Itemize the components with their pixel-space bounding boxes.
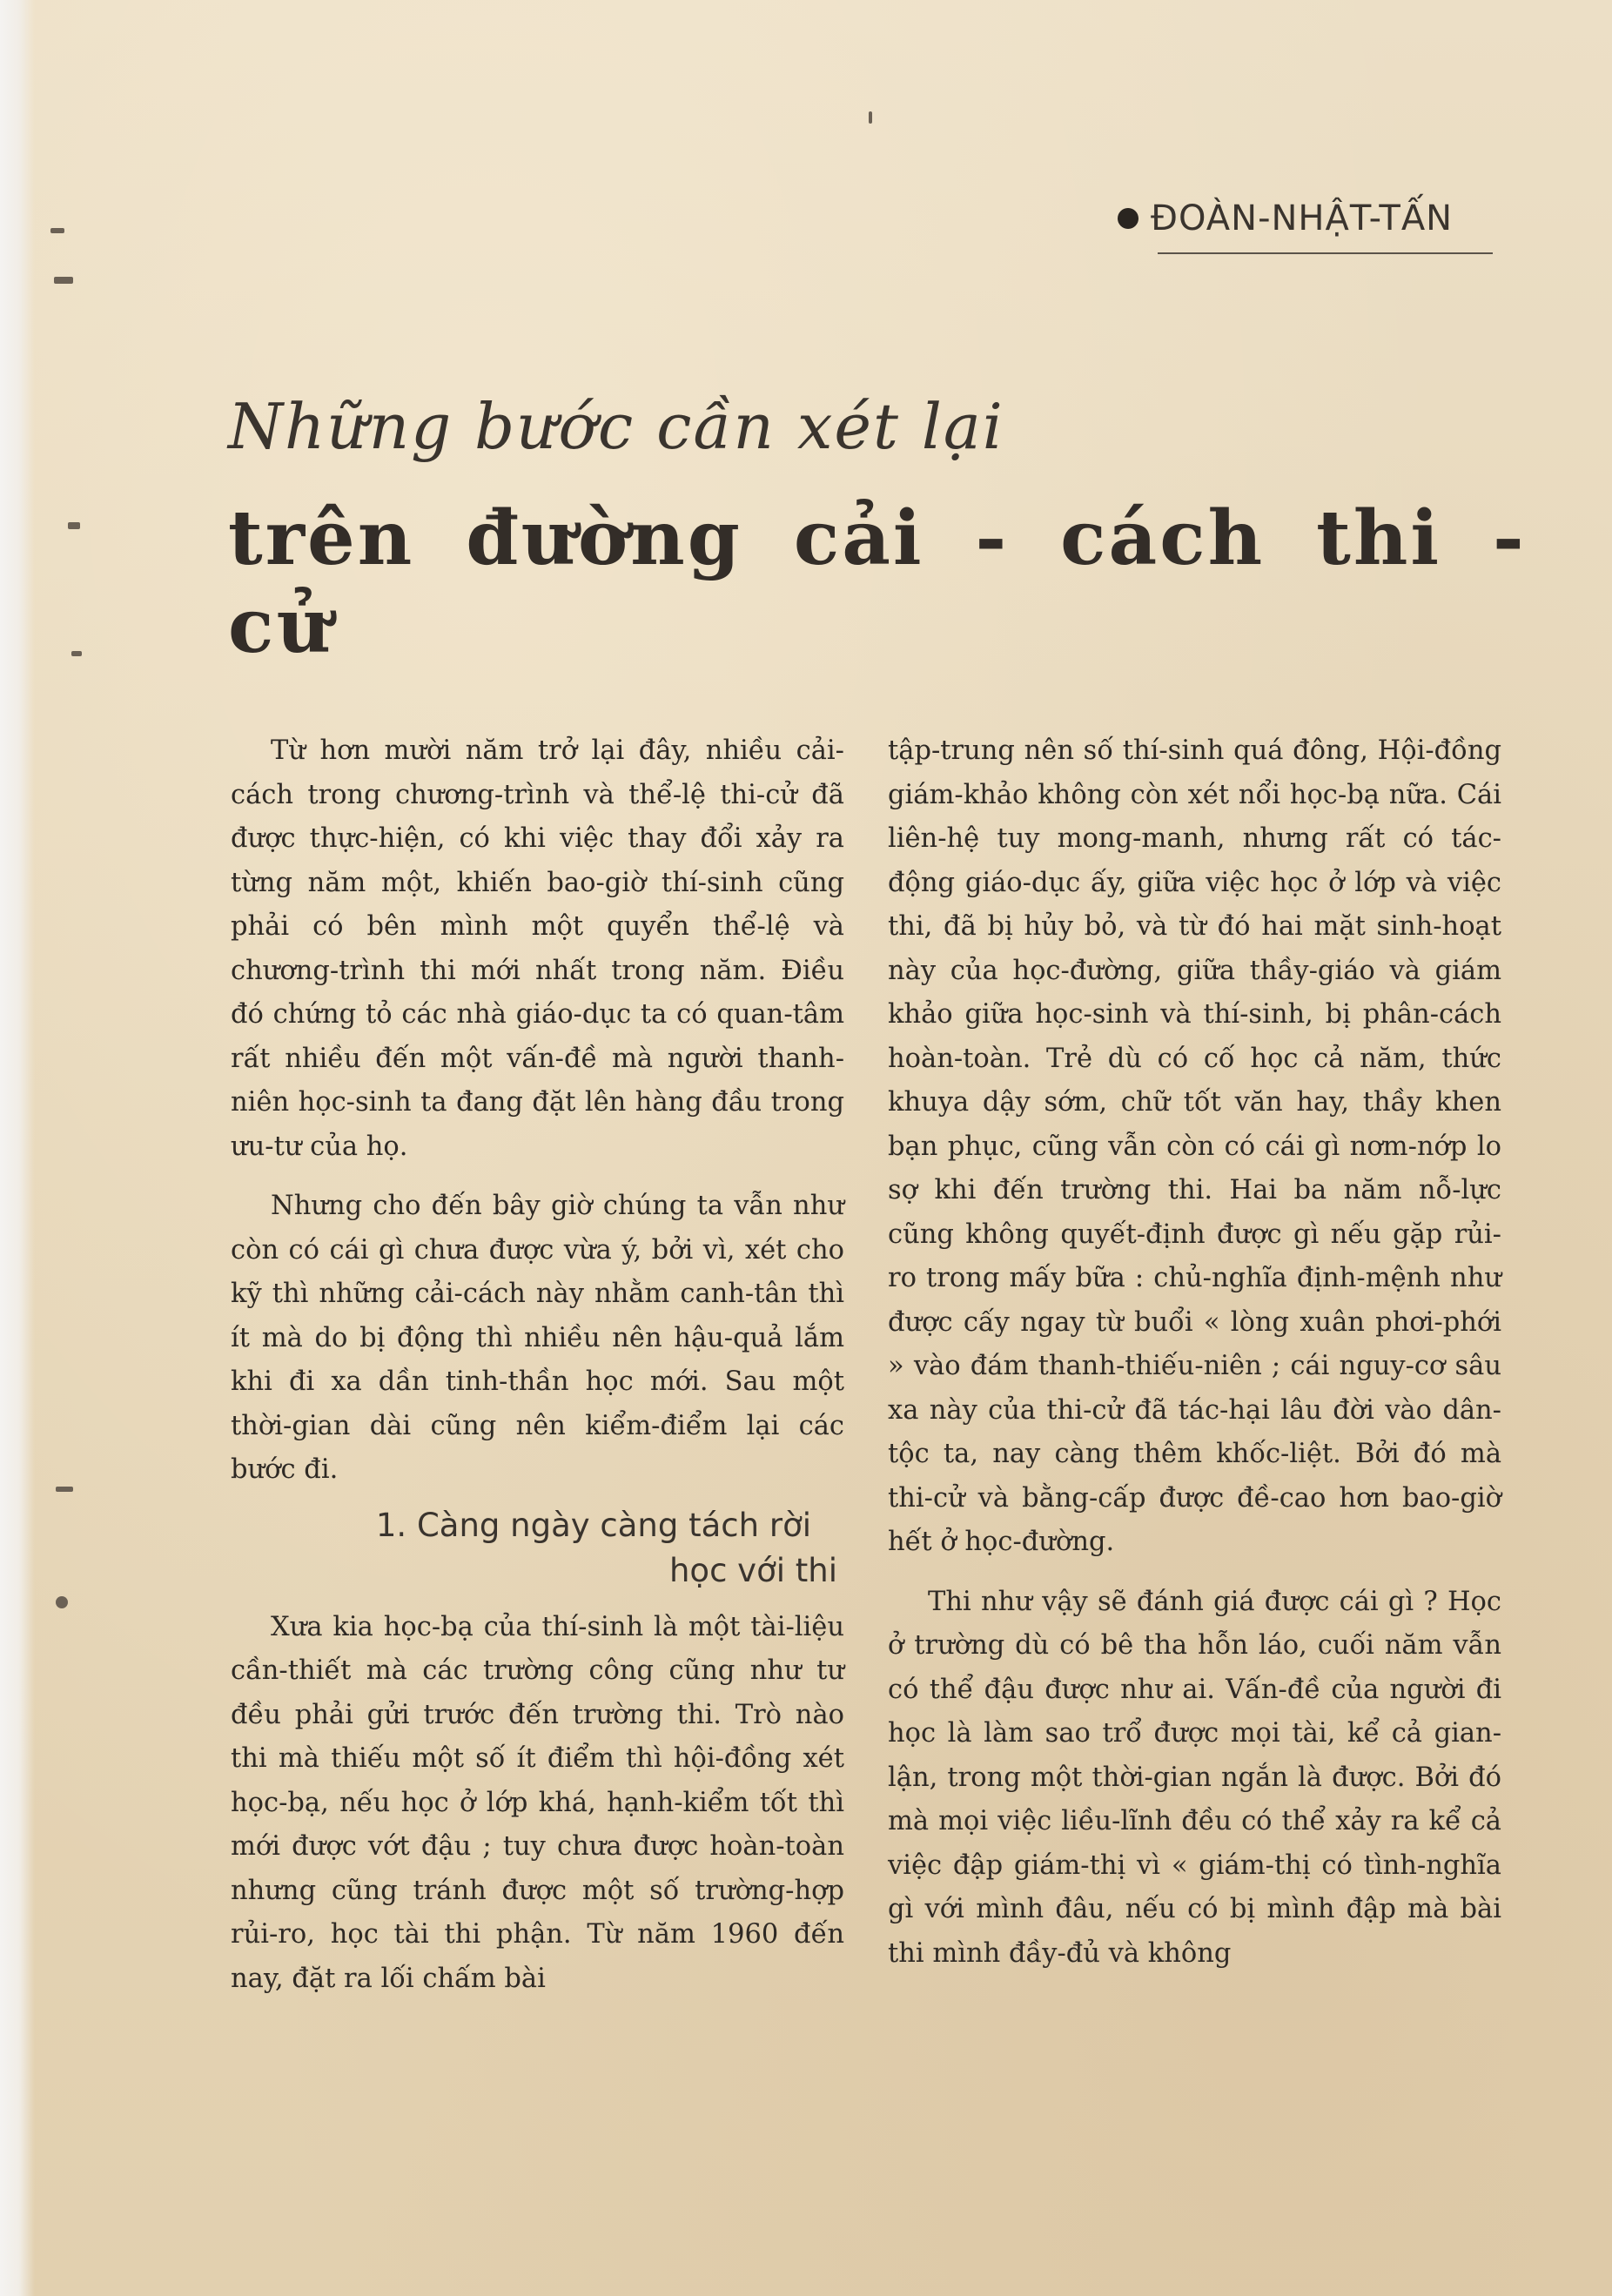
author-name: ĐOÀN-NHẬT-TẤN (1151, 198, 1454, 238)
left-column (231, 729, 844, 2001)
paragraph: Nhưng cho đến bây giờ chúng ta vẫn như còn có cái gì chưa được vừa ý, bởi vì, xét cho kỹ thì những cải-cách này nhằm canh-tân thì ít mà do bị động thì nhiều nên hậu-quả lắm khi đi xa dần tinh-thần học mới. Sau một thời-gian dài cũng nên kiểm-điểm lại các bước đi. (231, 1191, 844, 1485)
paragraph-continued: tập-trung nên số thí-sinh quá đông, Hội-đồng giám-khảo không còn xét nổi học-bạ nữa. Cái liên-hệ tuy mong-manh, nhưng rất có tác-động giáo-dục ấy, giữa việc học ở lớp và việc thi, đã bị hủy bỏ, và từ đó hai mặt sinh-hoạt này của học-đường, giữa thầy-giáo và giám khảo giữa học-sinh và thí-sinh, bị phân-cách hoàn-toàn. Trẻ dù có cố học cả năm, thức khuya dậy sớm, chữ tốt văn hay, thầy khen bạn phục, cũng vẫn còn có cái gì nơm-nớp lo sợ khi đến trường thi. Hai ba năm nỗ-lực cũng không quyết-định được gì nếu gặp rủi-ro trong mấy bữa : chủ-nghĩa định-mệnh như được cấy ngay từ buổi « lòng xuân phơi-phới » vào đám thanh-thiếu-niên ; cái nguy-cơ sâu xa này của thi-cử đã tác-hại lâu đời vào dân-tộc ta, nay càng thêm khốc-liệt. Bởi đó mà thi-cử và bằng-cấp được đề-cao hơn bao-giờ hết ở học-đường. (888, 735, 1501, 1557)
ink-speck (50, 228, 64, 233)
ink-speck (56, 1596, 68, 1608)
ink-speck (56, 1487, 73, 1492)
author-underline (1158, 252, 1493, 254)
section-heading-line1: 1. Càng ngày càng tách rời (375, 1506, 811, 1544)
paragraph: Xưa kia học-bạ của thí-sinh là một tài-liệu cần-thiết mà các trường công cũng như tư đều phải gửi trước đến trường thi. Trò nào thi mà thiếu một số ít điểm thì hội-đồng xét học-bạ, nếu học ở lớp khá, hạnh-kiểm tốt thì mới được vớt đậu ; tuy chưa được hoàn-toàn nhưng cũng tránh được một số trường-hợp rủi-ro, học tài thi phận. Từ năm 1960 đến nay, đặt ra lối chấm bài (231, 1611, 844, 1994)
paragraph: Từ hơn mười năm trở lại đây, nhiều cải-cách trong chương-trình và thể-lệ thi-cử đã được thực-hiện, có khi việc thay đổi xảy ra từng năm một, khiến bao-giờ thí-sinh cũng phải có bên mình một quyển thể-lệ và chương-trình thi mới nhất trong năm. Điều đó chứng tỏ các nhà giáo-dục ta có quan-tâm rất nhiều đến một vấn-đề mà người thanh-niên học-sinh ta đang đặt lên hàng đầu trong ưu-tư của họ. (231, 735, 844, 1162)
right-column (888, 729, 1501, 1976)
author-byline (1118, 198, 1453, 238)
ink-speck (54, 277, 73, 284)
section-heading (231, 1503, 844, 1594)
ink-speck (68, 522, 80, 529)
ink-speck (71, 651, 82, 656)
bullet-icon (1118, 208, 1138, 229)
article-title-line1: Những bước cần xét lại (228, 390, 1004, 463)
article-title-line2: trên đường cải - cách thi - cử (228, 494, 1527, 670)
section-heading-line2: học với thi (668, 1551, 837, 1589)
page-left-edge (0, 0, 35, 2296)
paragraph: Thi như vậy sẽ đánh giá được cái gì ? Học ở trường dù có bê tha hỗn láo, cuối năm vẫn có thể đậu được như ai. Vấn-đề của người đi học là làm sao trổ được mọi tài, kể cả gian-lận, trong một thời-gian ngắn là được. Bởi đó mà mọi việc liều-lĩnh đều có thể xảy ra kể cả việc đập giám-thị vì « giám-thị có tình-nghĩa gì với mình đâu, nếu có bị mình đập mà bài thi mình đầy-đủ và không (888, 1586, 1501, 1969)
ink-speck (869, 111, 872, 124)
